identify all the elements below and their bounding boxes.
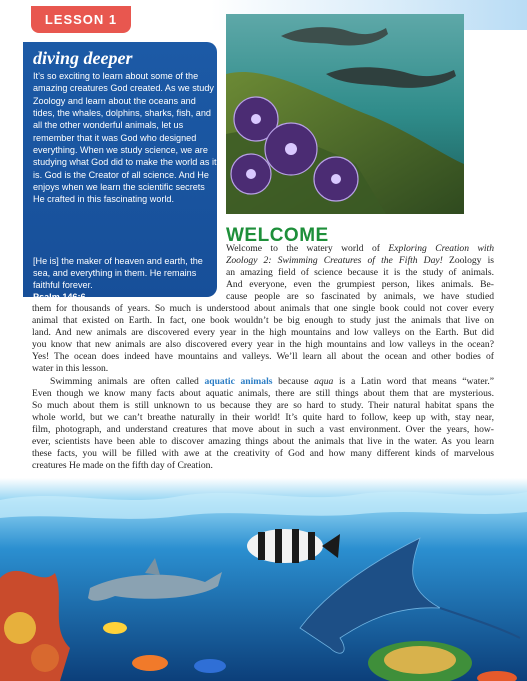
text-line: water in this lesson. xyxy=(32,363,109,375)
text-line: ever, scientists have been able to discover amazing things about the animals that live in the water. As you learn xyxy=(32,436,494,448)
diving-deeper-box xyxy=(23,42,217,302)
text-line: you know that new animals are also discovered every year in the high mountains and low valleys in the ocean? xyxy=(32,339,494,351)
text-line: cause people are so fascinated by animals, we have studied xyxy=(226,291,494,303)
ocean-creatures-illustration xyxy=(0,478,527,681)
text-line: animal that existed on Earth. In fact, one book wouldn’t be big enough to study just the animals that live on xyxy=(32,315,494,327)
lesson-tab: LESSON 1 xyxy=(31,6,131,33)
diving-deeper-title: diving deeper xyxy=(33,48,133,68)
welcome-paragraph-full xyxy=(32,303,494,472)
diving-deeper-body: It’s so exciting to learn about some of the amazing creatures God created. As we study Zoology and learn about the oceans and tides, the whales, dolphins, sharks, fish, and all the other wonderful animals, let us remember that it was God who designed everything. When we study science, we are studying what God did to make the world as it is. God is the Creator of all science. And He enjoys when we learn the scientific secrets He crafted in this fascinating world. xyxy=(33,71,217,205)
welcome-paragraph-top xyxy=(226,243,494,303)
verse-text: [He is] the maker of heaven and earth, the sea, and everything in them. He remains faithful forever. xyxy=(33,256,203,290)
text-line: film, photograph, and understand creatures that move about in such a vast environment. Over the years, how- xyxy=(32,423,494,435)
text-line: And everyone, even the grumpiest person, likes animals. Be- xyxy=(226,279,494,291)
diving-deeper-verse xyxy=(33,255,217,303)
text-line: So much about them is still unknown to us because they are so hard to study. Their natural habitat spans the xyxy=(32,399,494,411)
sea-lions-urchins-illustration xyxy=(226,14,464,214)
text-line: Yes! The ocean does indeed have mountains and valleys. We’ll learn all about the ocean and other bodies of xyxy=(32,351,494,363)
text-line: whole world, but we can’t breathe naturally in their world! It’s quite hard to follow, keep up with, stay near, xyxy=(32,411,494,423)
welcome-heading: WELCOME xyxy=(226,225,329,246)
text-line: Swimming animals are often called aquatic animals because aqua is a Latin word that means “water.” xyxy=(50,375,494,387)
text-line: Welcome to the watery world of Exploring Creation with xyxy=(226,243,494,254)
term-aquatic-animals: aquatic animals xyxy=(204,375,273,387)
text-line: them for thousands of years. So much is understood about animals that one single book could not cover every xyxy=(32,303,494,314)
text-line: creatures He made on the fifth day of Creation. xyxy=(32,460,213,472)
text-line: Even though we know many facts about aquatic animals, there are still things about them that are mysterious. xyxy=(32,387,494,399)
verse-reference: Psalm 146:6 xyxy=(33,292,86,302)
text-line: Zoology 2: Swimming Creatures of the Fifth Day! Zoology is xyxy=(226,255,494,267)
text-line: these facts, you will be filled with awe at the creativity of God and how many different kinds of marvelous xyxy=(32,448,494,460)
sea-lions-urchins-photo xyxy=(226,14,464,214)
text-line: an amazing field of science because it is the study of animals. xyxy=(226,267,494,279)
ocean-scene xyxy=(0,478,527,681)
text-line: land. And new animals are discovered every year in the high mountains and low valleys on the Earth. But did xyxy=(32,327,494,339)
